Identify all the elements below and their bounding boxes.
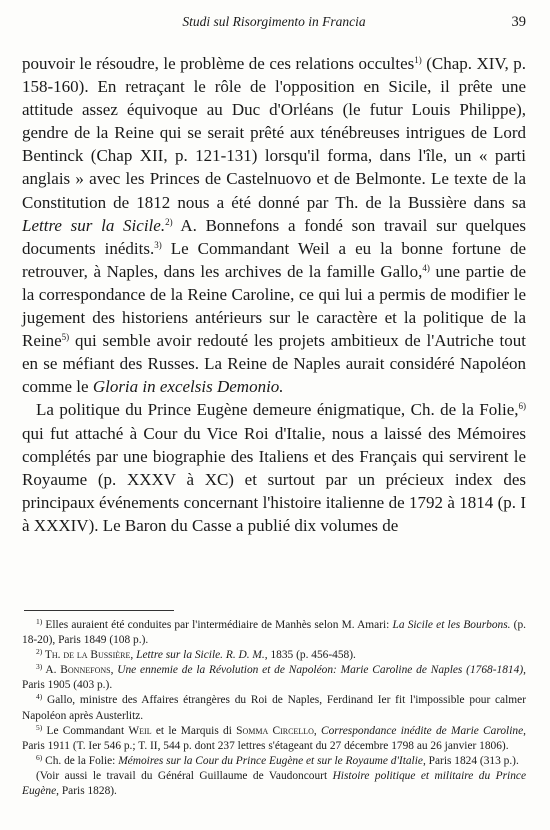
footnotes [22, 618, 526, 799]
text-run: La politique du Prince Eugène demeure énigmatique, Ch. de la Folie, [36, 400, 519, 420]
note-text: Elles auraient été conduites par l'intermédiaire de Manhès selon M. Amari: [42, 619, 393, 631]
note-text: (p. 18-20), Paris 1849 (108 p.). [22, 619, 526, 647]
note-italic: Histoire politique et militaire du Prince Eugène [22, 769, 526, 798]
text-run: qui semble avoir redouté les projets ambitieux de l'Autriche tout en se méfiant des Russes. La Reine de Naples aurait considéré Napoléon comme le [22, 331, 526, 397]
footnote-mark: 4) [36, 692, 43, 702]
footnote-mark: 3) [36, 662, 43, 672]
note-text: , Paris 1911 (T. Ier 546 p.; T. II, 544 p. dont 237 lettres s'étageant du 27 décembre 1798 au 26 janvier 1806). [22, 724, 526, 752]
note-author: A. Bonnefons [42, 664, 111, 677]
text-run: (Chap. XIV, p. 158-160). En retraçant le rôle de l'opposition en Sicile, il prête une attitude assez équivoque au Duc d'Orléans (le futur Louis Philippe), gendre de la Reine qui se serait prêté aux ténébreuses intrigues de Lord Bentinck (Chap XII, p. 121-131) lorsqu'il forma, dans l'île, un « parti anglais » avec les Princes de Castelnuovo et de Belmonte. Le texte de la Constitution de 1812 nous a été donné par Th. de la Bussière dans sa [22, 54, 526, 212]
footnote-mark: 1) [36, 617, 43, 626]
footnote-mark: 2) [36, 647, 43, 657]
note-text: , [313, 724, 321, 737]
note-italic: Lettre sur la Sicile. R. D. M. [136, 649, 265, 662]
note-italic: Correspondance inédite de Marie Caroline [320, 724, 524, 737]
note-text: Ch. de la Folie: [42, 754, 119, 767]
footnote-ref-6: 6) [518, 401, 526, 412]
note-text: , [110, 664, 118, 677]
note-text: , Paris 1824 (313 p.). [422, 754, 519, 767]
footnote-6-continued [22, 769, 526, 799]
footnote-1 [22, 618, 526, 648]
footnote-mark: 5) [36, 722, 43, 732]
footnote-rule [24, 610, 174, 611]
text-run: une partie de la correspondance de la Reine Caroline, ce qui lui a permis de modifier le jugement des historiens antérieurs sur le caractère et la politique de la Reine [22, 261, 526, 351]
note-text: , 1835 (p. 456-458). [264, 649, 356, 662]
note-text: , [130, 649, 137, 662]
page-number: 39 [511, 14, 526, 30]
note-text: , Paris 1828). [56, 785, 117, 798]
text-run: qui fut attaché à Cour du Vice Roi d'Italie, nous a laissé des Mémoires complétés par une biographie des Italiens et des Français qui servirent le Royaume (p. XXXV à XC) et surtout par un précieux index des principaux événements concernant l'histoire italienne de 1792 à 1814 (p. I à XXXIV). Le Baron du Casse a publié dix volumes de [22, 423, 526, 535]
footnote-2 [22, 648, 526, 663]
footnote-4 [22, 693, 526, 723]
note-italic: Une ennemie de la Révolution et de Napoléon: Marie Caroline de Naples (1768-1814) [117, 664, 524, 677]
footnote-ref-3: 3) [154, 239, 162, 250]
text-run: Le Commandant Weil a eu la bonne fortune de retrouver, à Naples, dans les archives de la famille Gallo, [22, 238, 526, 281]
note-text: Gallo, ministre des Affaires étrangères du Roi de Naples, Ferdinand Ier fit l'impossible pour calmer Napoléon après Austerlitz. [22, 694, 526, 722]
note-text: , Paris 1905 (403 p.). [22, 664, 526, 692]
footnote-6 [22, 754, 526, 769]
running-title: Studi sul Risorgimento in Francia [182, 14, 366, 29]
italic-title: Lettre sur la Sicile. [22, 215, 166, 235]
note-text: Le Commandant [42, 724, 129, 737]
note-text: et le Marquis di [151, 724, 237, 737]
footnote-ref-1: 1) [414, 55, 422, 65]
note-italic: La Sicile et les Bourbons. [392, 619, 511, 631]
footnote-5 [22, 724, 526, 754]
page-header [22, 14, 526, 34]
note-italic: Mémoires sur la Cour du Prince Eugène et sur le Royaume d'Italie [118, 754, 423, 767]
note-text: (Voir aussi le travail du Général Guillaume de Vaudoncourt [36, 769, 333, 782]
main-text [22, 52, 526, 537]
note-author: Weil [128, 724, 152, 737]
paragraph-1 [22, 52, 526, 398]
footnote-ref-2: 2) [165, 216, 173, 227]
italic-phrase: Gloria in excelsis Demonio. [92, 377, 284, 397]
footnote-ref-4: 4) [422, 262, 430, 273]
paragraph-2 [22, 398, 526, 537]
note-author: Somma Circello [236, 724, 314, 737]
note-author: Th. de la Bussière [42, 649, 131, 662]
text-run: A. Bonnefons a fondé son travail sur quelques documents inédits. [22, 215, 526, 258]
footnote-3 [22, 663, 526, 693]
footnote-mark: 6) [36, 752, 43, 762]
footnote-ref-5: 5) [61, 332, 70, 343]
text-run: pouvoir le résoudre, le problème de ces relations occultes [22, 54, 415, 73]
